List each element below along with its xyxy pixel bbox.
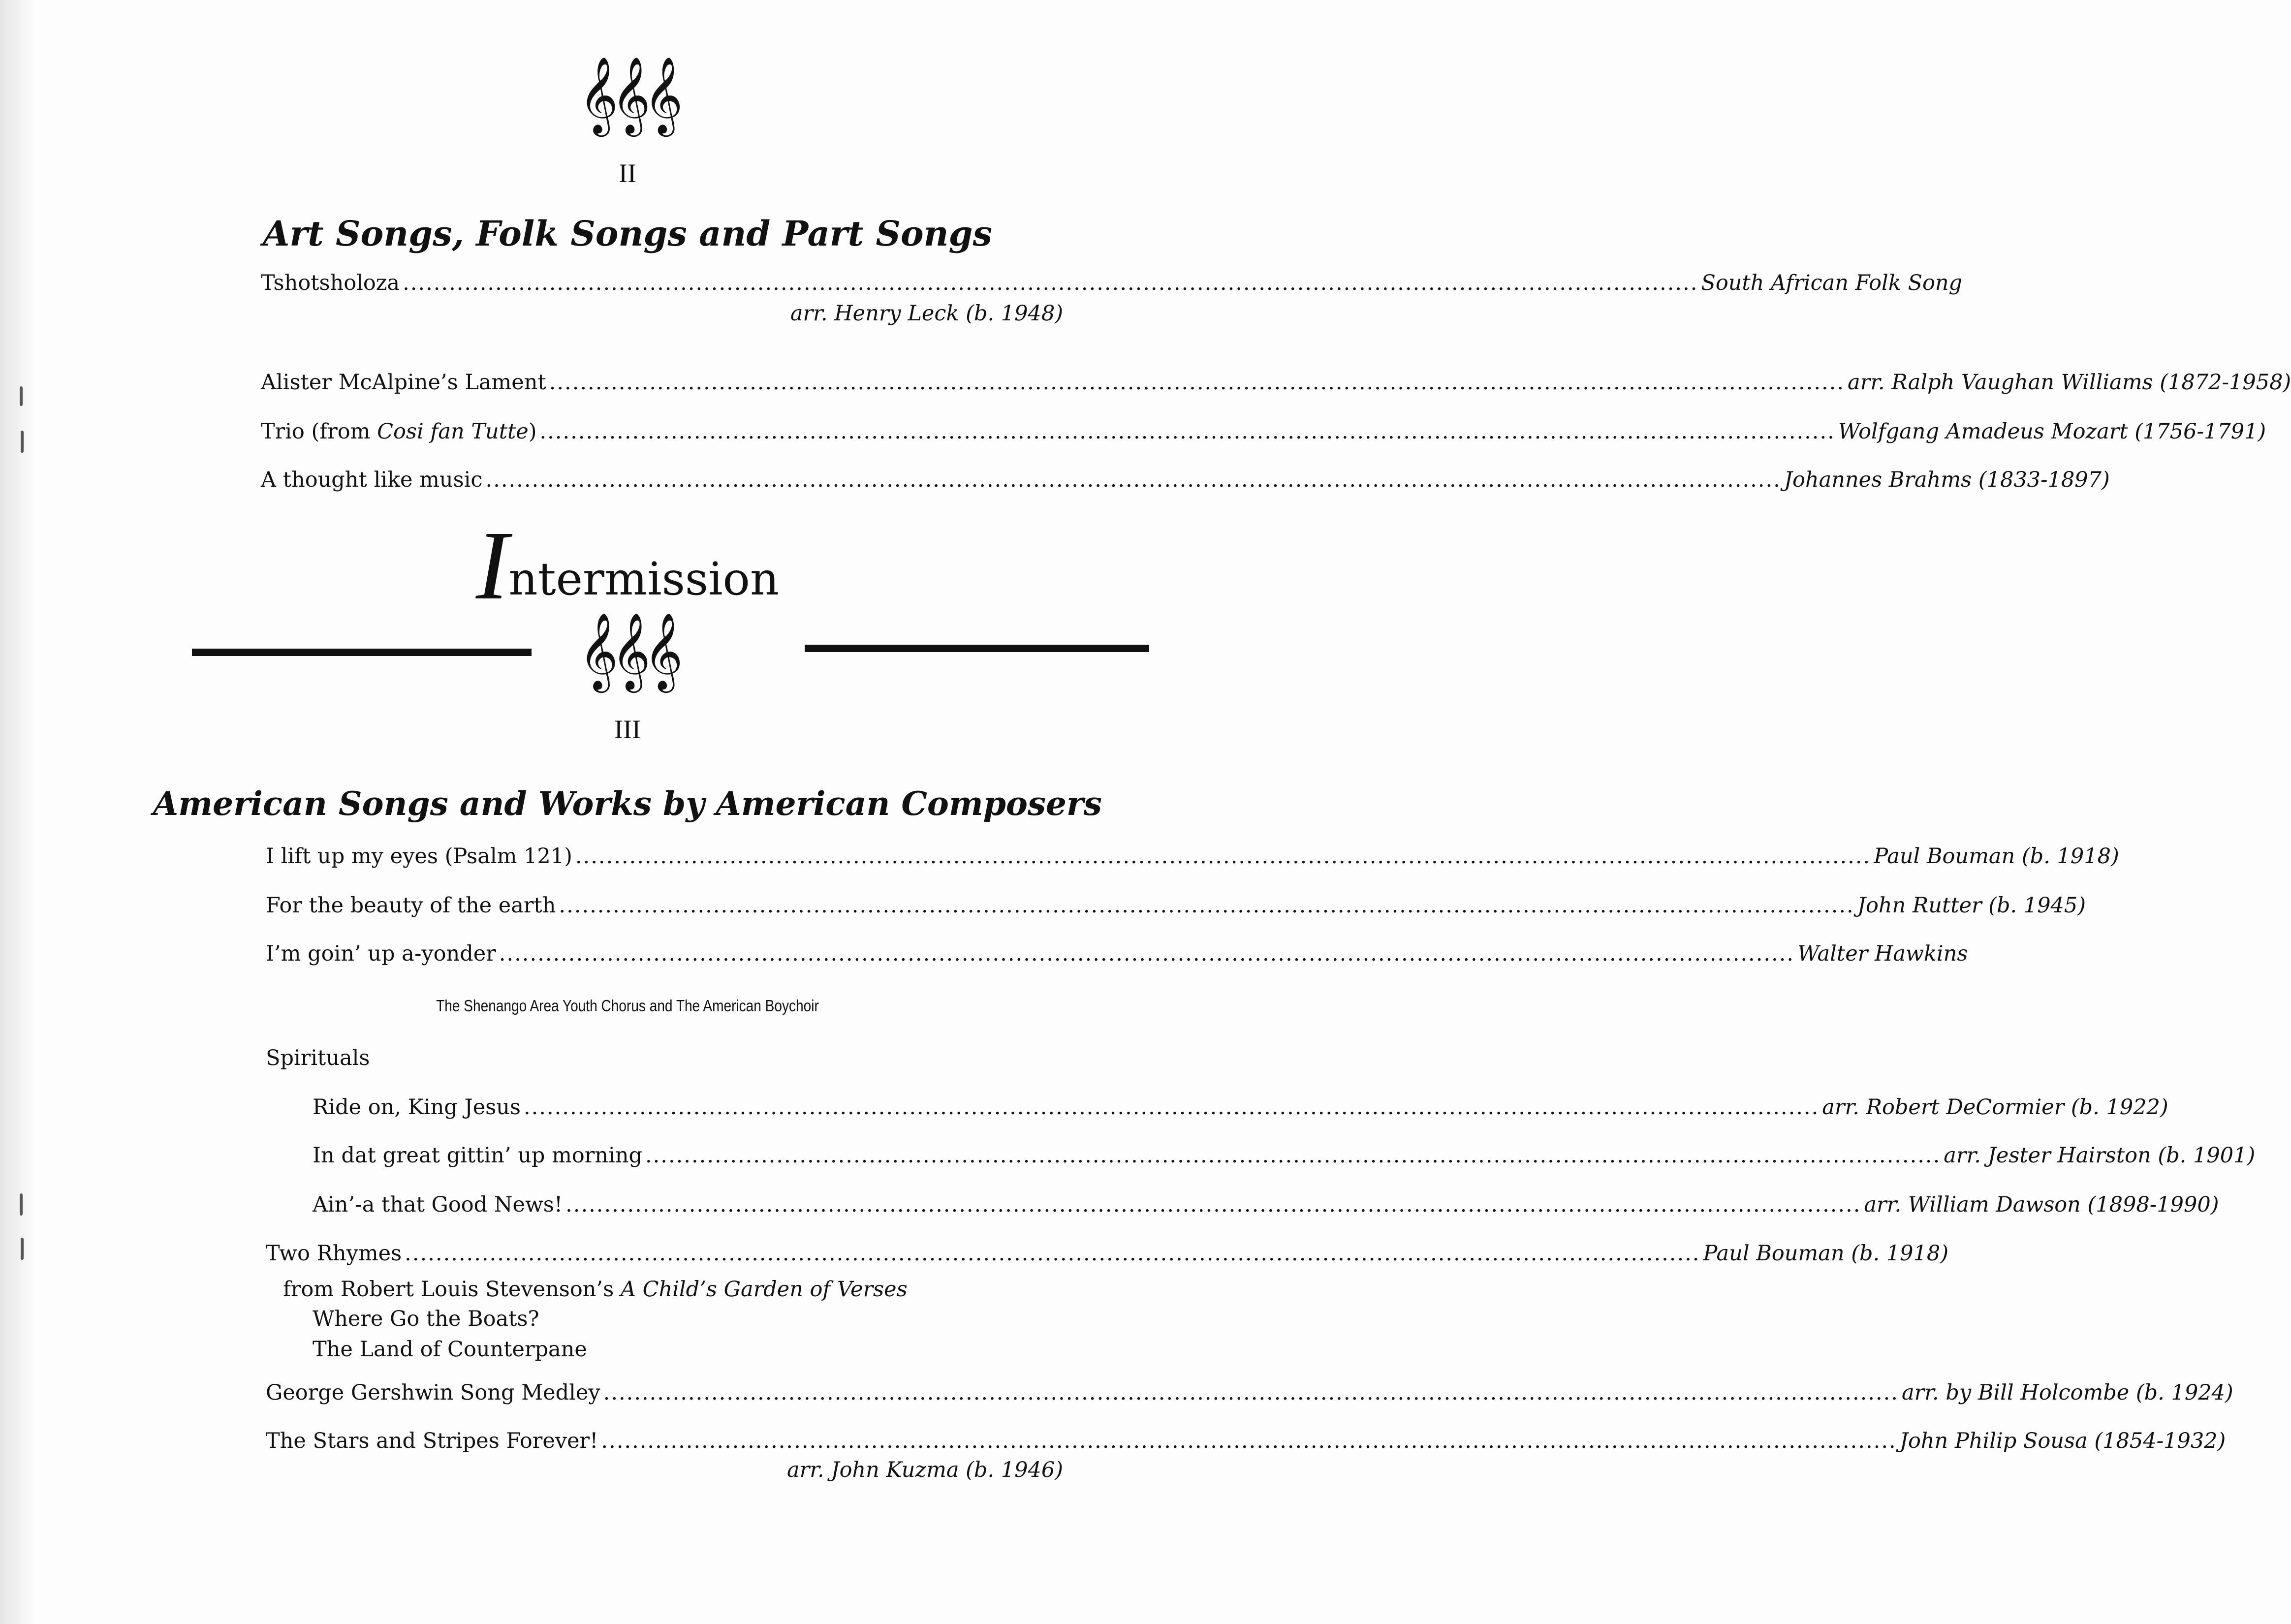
program-entry [261,468,2110,493]
staple-mark [21,1238,24,1260]
arranger: arr. John Kuzma (b. 1946) [787,1458,1063,1482]
dot-leader: ........................................................................................................................................................................ [549,370,1845,395]
staple-mark [21,431,24,453]
dot-leader: ........................................................................................................................................................................ [403,271,1698,295]
program-entry [313,1192,2219,1218]
composer: Wolfgang Amadeus Mozart (1756-1791) [1838,419,2266,444]
piece-title: Ride on, King Jesus [313,1095,521,1120]
dot-leader: ........................................................................................................................................................................ [405,1241,1700,1266]
composer: John Philip Sousa (1854-1932) [1899,1429,2226,1453]
piece-title: George Gershwin Song Medley [266,1380,600,1405]
piece-title: The Stars and Stripes Forever! [266,1429,598,1453]
piece-title: In dat great gittin’ up morning [313,1143,642,1168]
composer: arr. William Dawson (1898-1990) [1864,1192,2219,1217]
intermission-initial: I [475,511,509,620]
dot-leader: ........................................................................................................................................................................ [565,1192,1861,1217]
opera-title: Cosi fan Tutte [377,419,529,444]
program-entry [266,1429,2226,1454]
intermission-heading [0,511,1255,620]
composer: Walter Hawkins [1797,941,1968,966]
program-entry [266,844,2119,870]
program-entry [266,893,2086,919]
piece-title: Trio (from Cosi fan Tutte) [261,419,537,444]
performers-note: The Shenango Area Youth Chorus and The American Boychoir [436,997,819,1015]
composer: Johannes Brahms (1833-1897) [1784,468,2110,492]
piece-title: Two Rhymes [266,1241,402,1266]
dot-leader: ........................................................................................................................................................................ [645,1143,1941,1168]
program-entry [261,271,1963,296]
staple-mark [20,386,23,406]
composer: arr. Ralph Vaughan Williams (1872-1958) [1848,370,2291,395]
program-entry [266,1380,2233,1406]
composer: arr. Robert DeCormier (b. 1922) [1822,1095,2168,1120]
section-heading: Art Songs, Folk Songs and Part Songs [263,213,992,254]
piece-title: Ain’-a that Good News! [313,1192,563,1217]
piece-title: Alister McAlpine’s Lament [261,370,546,395]
spirituals-label: Spirituals [266,1046,370,1070]
song-name: The Land of Counterpane [313,1337,587,1362]
arranger: arr. Henry Leck (b. 1948) [790,301,1063,326]
piece-title: I lift up my eyes (Psalm 121) [266,844,572,869]
treble-clef-icons: 𝄞𝄞𝄞 [579,56,676,133]
section-heading: American Songs and Works by American Composers [153,784,1102,823]
source-line: from Robert Louis Stevenson’s A Child’s Garden of Verses [283,1277,908,1302]
dot-leader: ........................................................................................................................................................................ [523,1095,1820,1120]
dot-leader: ........................................................................................................................................................................ [539,419,1835,444]
program-entry [313,1095,2168,1121]
treble-clef-icons: 𝄞𝄞𝄞 [579,612,676,689]
piece-title: A thought like music [261,468,483,492]
part-numeral: II [619,158,636,188]
staple-mark [20,1193,23,1216]
intermission-text: ntermission [508,553,780,605]
program-entry [313,1143,2256,1169]
composer: John Rutter (b. 1945) [1857,893,2086,918]
part-numeral: III [614,715,641,744]
dot-leader: ........................................................................................................................................................................ [575,844,1871,869]
composer: South African Folk Song [1701,271,1963,295]
composer: arr. by Bill Holcombe (b. 1924) [1901,1380,2233,1405]
program-entry [261,370,2291,396]
program-entry [261,419,2266,445]
dot-leader: ........................................................................................................................................................................ [603,1380,1899,1405]
dot-leader: ........................................................................................................................................................................ [601,1429,1897,1453]
piece-title: For the beauty of the earth [266,893,556,918]
composer: Paul Bouman (b. 1918) [1703,1241,1949,1266]
piece-title: I’m goin’ up a-yonder [266,941,496,966]
song-name: Where Go the Boats? [313,1307,539,1331]
program-entry [266,1241,1949,1267]
dot-leader: ........................................................................................................................................................................ [485,468,1781,492]
composer: arr. Jester Hairston (b. 1901) [1944,1143,2256,1168]
piece-title: Tshotsholoza [261,271,400,295]
dot-leader: ........................................................................................................................................................................ [559,893,1854,918]
book-title: A Child’s Garden of Verses [620,1277,908,1302]
program-entry [266,941,1968,967]
composer: Paul Bouman (b. 1918) [1874,844,2119,869]
dot-leader: ........................................................................................................................................................................ [499,941,1795,966]
